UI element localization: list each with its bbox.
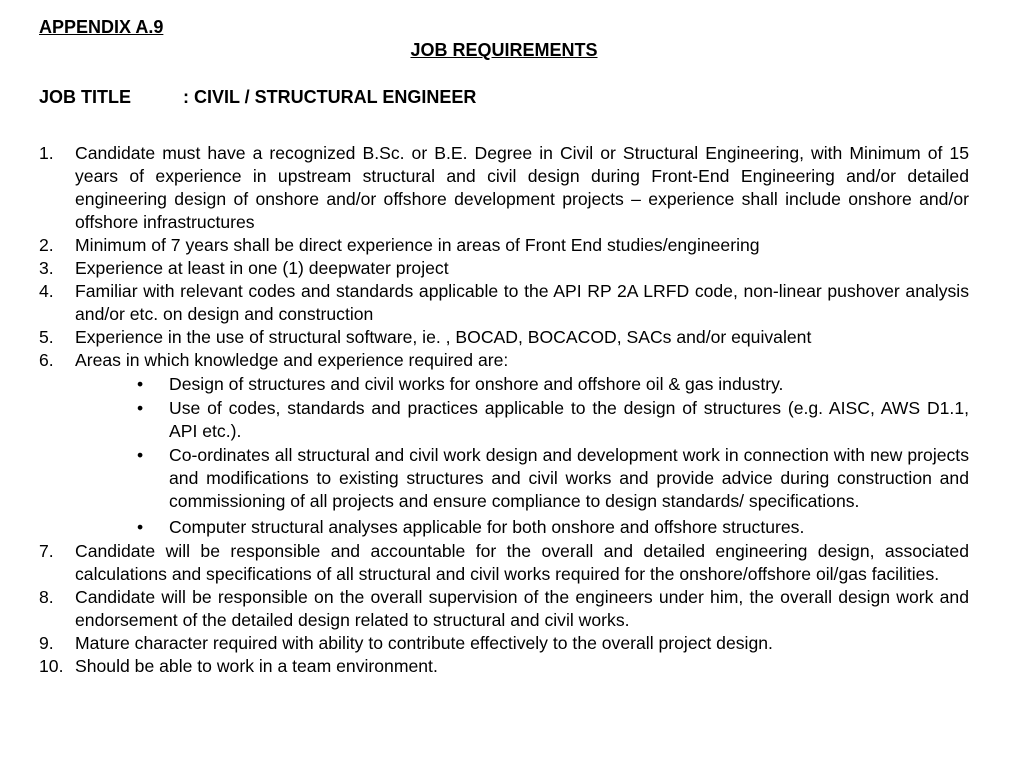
- requirement-item-3: [39, 257, 969, 280]
- item-text: Candidate will be responsible and accountable for the overall and detailed engineering design, associated calculations and specifications of all structural and civil works required for the onshore/offshore oil/gas facilities.: [75, 541, 969, 584]
- item-text: Experience in the use of structural software, ie. , BOCAD, BOCACOD, SACs and/or equivalent: [75, 327, 812, 347]
- item-number: 1.: [39, 143, 54, 163]
- bullet-icon: •: [137, 517, 144, 537]
- job-title-value: : CIVIL / STRUCTURAL ENGINEER: [183, 87, 477, 107]
- item-text: Familiar with relevant codes and standards applicable to the API RP 2A LRFD code, non-linear pushover analysis and/or etc. on design and construction: [75, 281, 969, 324]
- page-title: JOB REQUIREMENTS: [410, 40, 598, 60]
- item-text: Areas in which knowledge and experience required are:: [75, 350, 509, 370]
- item-number: 8.: [39, 587, 54, 607]
- item-number: 2.: [39, 235, 54, 255]
- item-text: Should be able to work in a team environment.: [75, 656, 438, 676]
- bullet-text: Co-ordinates all structural and civil work design and development work in connection with new projects and modifications to existing structures and civil works and provide advice during construction and commissioning of all projects and ensure compliance to design standards/ specifications.: [169, 445, 969, 511]
- requirement-item-7: [39, 540, 969, 586]
- knowledge-area-item: [133, 373, 969, 396]
- requirement-item-9: [39, 632, 969, 655]
- requirement-item-10: [39, 655, 969, 678]
- item-text: Minimum of 7 years shall be direct experience in areas of Front End studies/engineering: [75, 235, 760, 255]
- item-number: 10.: [39, 656, 64, 676]
- appendix-label: APPENDIX A.9: [39, 17, 164, 37]
- knowledge-areas-list: [133, 373, 969, 539]
- job-title-label: JOB TITLE: [39, 87, 132, 107]
- job-title-row: [39, 86, 476, 108]
- bullet-text: Computer structural analyses applicable for both onshore and offshore structures.: [169, 517, 805, 537]
- requirement-item-6: [39, 349, 969, 372]
- requirement-item-5: [39, 326, 969, 349]
- bullet-icon: •: [137, 398, 144, 418]
- requirement-item-8: [39, 586, 969, 632]
- item-number: 9.: [39, 633, 54, 653]
- knowledge-area-item: [133, 397, 969, 443]
- bullet-text: Design of structures and civil works for onshore and offshore oil & gas industry.: [169, 374, 784, 394]
- item-number: 5.: [39, 327, 54, 347]
- requirement-item-2: [39, 234, 969, 257]
- item-text: Candidate will be responsible on the overall supervision of the engineers under him, the overall design work and endorsement of the detailed design related to structural and civil works.: [75, 587, 969, 630]
- item-text: Candidate must have a recognized B.Sc. or B.E. Degree in Civil or Structural Engineering, with Minimum of 15 years of experience in upstream structural and civil design during Front-End Engineering and/or detailed engineering design of onshore and/or offshore development projects – experience shall include onshore and/or offshore infrastructures: [75, 143, 969, 232]
- item-number: 4.: [39, 281, 54, 301]
- knowledge-area-item: [133, 516, 969, 539]
- item-number: 7.: [39, 541, 54, 561]
- item-number: 3.: [39, 258, 54, 278]
- requirement-item-4: [39, 280, 969, 326]
- bullet-icon: •: [137, 445, 144, 465]
- item-number: 6.: [39, 350, 54, 370]
- item-text: Mature character required with ability to contribute effectively to the overall project design.: [75, 633, 773, 653]
- requirements-list: [39, 142, 969, 678]
- item-text: Experience at least in one (1) deepwater project: [75, 258, 449, 278]
- bullet-text: Use of codes, standards and practices applicable to the design of structures (e.g. AISC, AWS D1.1, API etc.).: [169, 398, 969, 441]
- requirement-item-1: [39, 142, 969, 234]
- knowledge-area-item: [133, 444, 969, 513]
- bullet-icon: •: [137, 374, 144, 394]
